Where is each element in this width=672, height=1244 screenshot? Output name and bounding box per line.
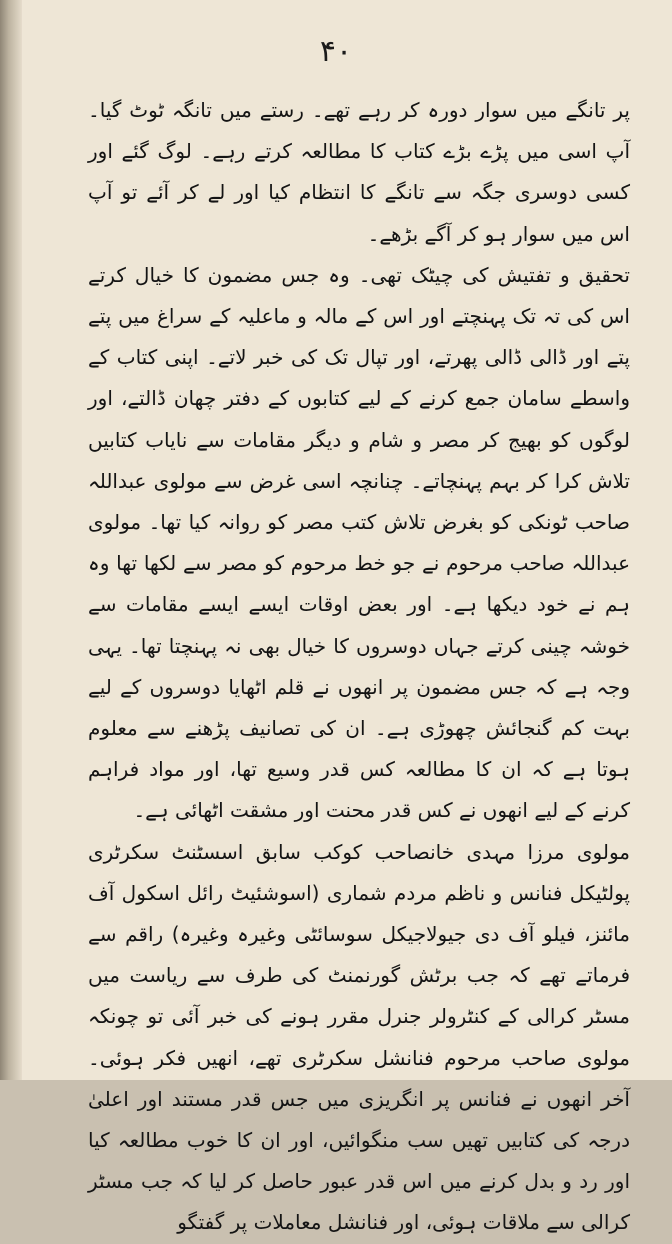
paragraph-2: تحقیق و تفتیش کی چیٹک تھی۔ وہ جس مضمون کا خیال کرتے اس کی تہ تک پہنچتے اور اس کے مالہ و ماعلیہ کے سراغ میں پتے پتے اور ڈالی ڈالی پھرتے، اور تپال تک کی خبر لاتے۔ اپنی کتاب کے واسطے سامان جمع کرنے کے لیے کتابوں کے دفتر چھان ڈالتے، اور لوگوں کو بھیج کر مصر و شام و دیگر مقامات سے نایاب کتابیں تلاش کرا کر بہم پہنچاتے۔ چنانچہ اسی غرض سے مولوی عبداللہ صاحب ٹونکی کو بغرض تلاش کتب مصر کو روانہ کیا تھا۔ مولوی عبداللہ صاحب مرحوم نے جو خط مرحوم کو مصر سے لکھا تھا وہ ہم نے خود دیکھا ہے۔ اور بعض اوقات ایسے ایسے مقامات سے خوشہ چینی کرتے جہاں دوسروں کا خیال بھی نہ پہنچتا تھا۔ یہی وجہ ہے کہ جس مضمون پر انھوں نے قلم اٹھایا دوسروں کے لیے بہت کم گنجائش چھوڑی ہے۔ ان کی تصانیف پڑھنے سے معلوم ہوتا ہے کہ ان کا مطالعہ کس قدر وسیع تھا، اور مواد فراہم کرنے کے لیے انھوں نے کس قدر محنت اور مشقت اٹھائی ہے۔ xyxy=(88,262,630,823)
paragraph-1: پر تانگے میں سوار دورہ کر رہے تھے۔ رستے میں تانگہ ٹوٹ گیا۔ آپ اسی میں پڑے بڑے کتاب کا مطالعہ کرتے رہے۔ لوگ گئے اور کسی دوسری جگہ سے تانگے کا انتظام کیا اور لے کر آئے تو آپ اس میں سوار ہو کر آگے بڑھے۔ xyxy=(88,98,630,246)
page-number: ۴۰ xyxy=(319,34,353,69)
page-body xyxy=(88,90,630,1244)
paragraph-3: مولوی مرزا مہدی خانصاحب کوکب سابق اسسٹنٹ سکرٹری پولٹیکل فنانس و ناظم مردم شماری (اسوشئیٹ رائل اسکول آف مائنز، فیلو آف دی جیولاجیکل سوسائٹی وغیرہ وغیرہ) راقم سے فرماتے تھے کہ جب برٹش گورنمنٹ کی طرف سے ریاست میں مسٹر کرالی کے کنٹرولر جنرل مقرر ہونے کی خبر آئی تو چونکہ مولوی صاحب مرحوم فنانشل سکرٹری تھے، انھیں فکر ہوئی۔ آخر انھوں نے فنانس پر انگریزی میں جس قدر مستند اور اعلیٰ درجہ کی کتابیں تھیں سب منگوائیں، اور ان کا خوب مطالعہ کیا اور رد و بدل کرنے میں اس قدر عبور حاصل کر لیا کہ جب مسٹر کرالی سے ملاقات ہوئی، اور فنانشل معاملات پر گفتگو xyxy=(88,839,630,1235)
page-gutter-shadow xyxy=(0,0,22,1080)
